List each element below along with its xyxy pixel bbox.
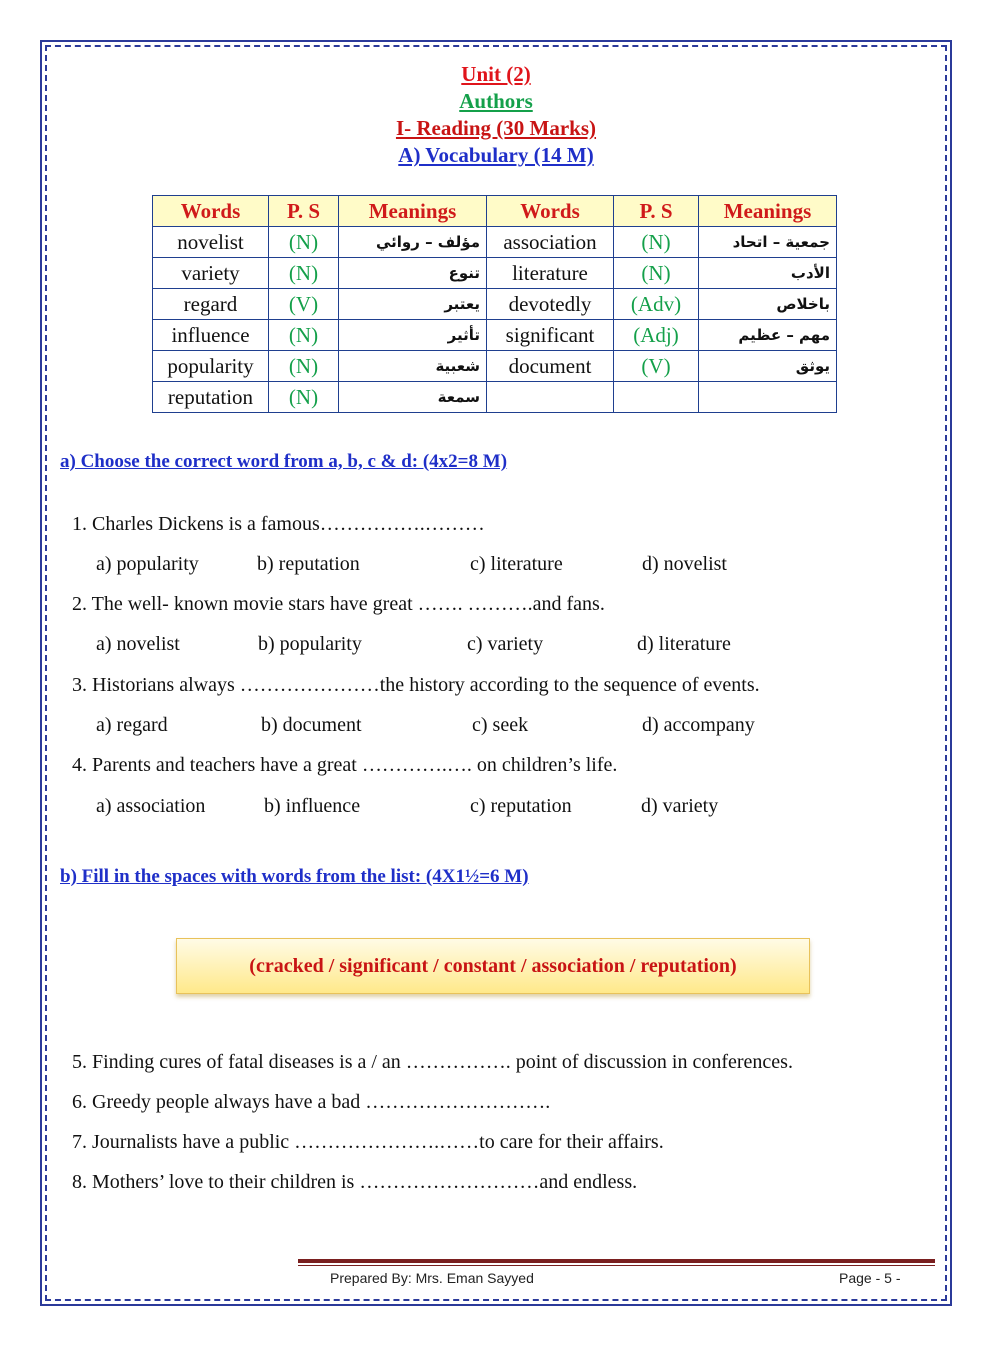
option-d: d) variety — [641, 795, 719, 817]
meaning-cell: الأدب — [699, 258, 837, 289]
ps-cell: (N) — [269, 382, 339, 413]
word-cell: popularity — [153, 351, 269, 382]
ps-cell: (N) — [269, 320, 339, 351]
footer-page-number: Page - 5 - — [839, 1270, 901, 1286]
option-c: c) reputation — [470, 795, 572, 817]
header-ps: P. S — [614, 196, 699, 227]
table-row — [153, 289, 837, 320]
header-meanings: Meanings — [339, 196, 487, 227]
word-list-box — [176, 938, 810, 994]
unit-subtitle: Authors — [459, 89, 533, 113]
header-ps: P. S — [269, 196, 339, 227]
word-cell — [487, 382, 614, 413]
unit-title: Unit (2) — [461, 62, 531, 86]
option-d: d) accompany — [642, 714, 755, 736]
meaning-cell: باخلاص — [699, 289, 837, 320]
vocabulary-table — [152, 195, 837, 413]
option-c: c) literature — [470, 553, 563, 575]
option-a: a) regard — [96, 714, 168, 736]
ps-cell: (N) — [269, 227, 339, 258]
question-3: 3. Historians always …………………the history according to the sequence of events. — [72, 674, 760, 696]
header-meanings: Meanings — [699, 196, 837, 227]
meaning-cell: جمعية – اتحاد — [699, 227, 837, 258]
question-5: 5. Finding cures of fatal diseases is a / an ……………. point of discussion in conferences. — [72, 1051, 793, 1073]
question-1: 1. Charles Dickens is a famous…………….……… — [72, 513, 485, 535]
ps-cell: (V) — [614, 351, 699, 382]
footer-rule — [298, 1259, 935, 1263]
meaning-cell: تأثير — [339, 320, 487, 351]
word-cell: significant — [487, 320, 614, 351]
option-b: b) popularity — [258, 633, 362, 655]
vocabulary-heading: A) Vocabulary (14 M) — [398, 143, 594, 167]
footer-author: Prepared By: Mrs. Eman Sayyed — [330, 1270, 534, 1286]
table-row — [153, 227, 837, 258]
header-words: Words — [153, 196, 269, 227]
option-d: d) literature — [637, 633, 731, 655]
meaning-cell: تنوع — [339, 258, 487, 289]
footer-rule-thin — [298, 1265, 935, 1266]
option-d: d) novelist — [642, 553, 727, 575]
meaning-cell: يوثق — [699, 351, 837, 382]
table-row — [153, 351, 837, 382]
section-b-title: b) Fill in the spaces with words from the list: (4X1½=6 M) — [60, 866, 529, 887]
option-b: b) influence — [264, 795, 361, 817]
word-cell: variety — [153, 258, 269, 289]
meaning-cell: مؤلف – روائي — [339, 227, 487, 258]
table-row — [153, 320, 837, 351]
option-a: a) popularity — [96, 553, 199, 575]
ps-cell: (N) — [269, 351, 339, 382]
section-a-title: a) Choose the correct word from a, b, c & d: (4x2=8 M) — [60, 451, 508, 472]
word-cell: devotedly — [487, 289, 614, 320]
reading-heading: I- Reading (30 Marks) — [395, 116, 597, 140]
word-cell: association — [487, 227, 614, 258]
option-c: c) seek — [472, 714, 529, 736]
table-row — [153, 382, 837, 413]
option-a: a) novelist — [96, 633, 180, 655]
word-cell: novelist — [153, 227, 269, 258]
word-cell: literature — [487, 258, 614, 289]
table-header-row — [153, 196, 837, 227]
question-6: 6. Greedy people always have a bad ………………………. — [72, 1091, 551, 1113]
meaning-cell: سمعة — [339, 382, 487, 413]
word-cell: reputation — [153, 382, 269, 413]
option-b: b) document — [261, 714, 362, 736]
ps-cell: (N) — [614, 258, 699, 289]
question-4: 4. Parents and teachers have a great ………….…. on children’s life. — [72, 754, 618, 776]
ps-cell: (Adv) — [614, 289, 699, 320]
word-cell: influence — [153, 320, 269, 351]
ps-cell: (N) — [269, 258, 339, 289]
meaning-cell: يعتبر — [339, 289, 487, 320]
question-2: 2. The well- known movie stars have great ……. ……….and fans. — [72, 593, 605, 615]
word-cell: regard — [153, 289, 269, 320]
ps-cell: (N) — [614, 227, 699, 258]
header-words: Words — [487, 196, 614, 227]
question-8: 8. Mothers’ love to their children is ………………………and endless. — [72, 1171, 638, 1193]
meaning-cell: شعبية — [339, 351, 487, 382]
word-cell: document — [487, 351, 614, 382]
table-row — [153, 258, 837, 289]
meaning-cell: مهم – عظيم — [699, 320, 837, 351]
option-b: b) reputation — [257, 553, 360, 575]
option-c: c) variety — [467, 633, 544, 655]
question-7: 7. Journalists have a public ………………….……to care for their affairs. — [72, 1131, 664, 1153]
option-a: a) association — [96, 795, 206, 817]
ps-cell: (Adj) — [614, 320, 699, 351]
ps-cell: (V) — [269, 289, 339, 320]
ps-cell — [614, 382, 699, 413]
meaning-cell — [699, 382, 837, 413]
word-list: (cracked / significant / constant / association / reputation) — [249, 954, 737, 977]
